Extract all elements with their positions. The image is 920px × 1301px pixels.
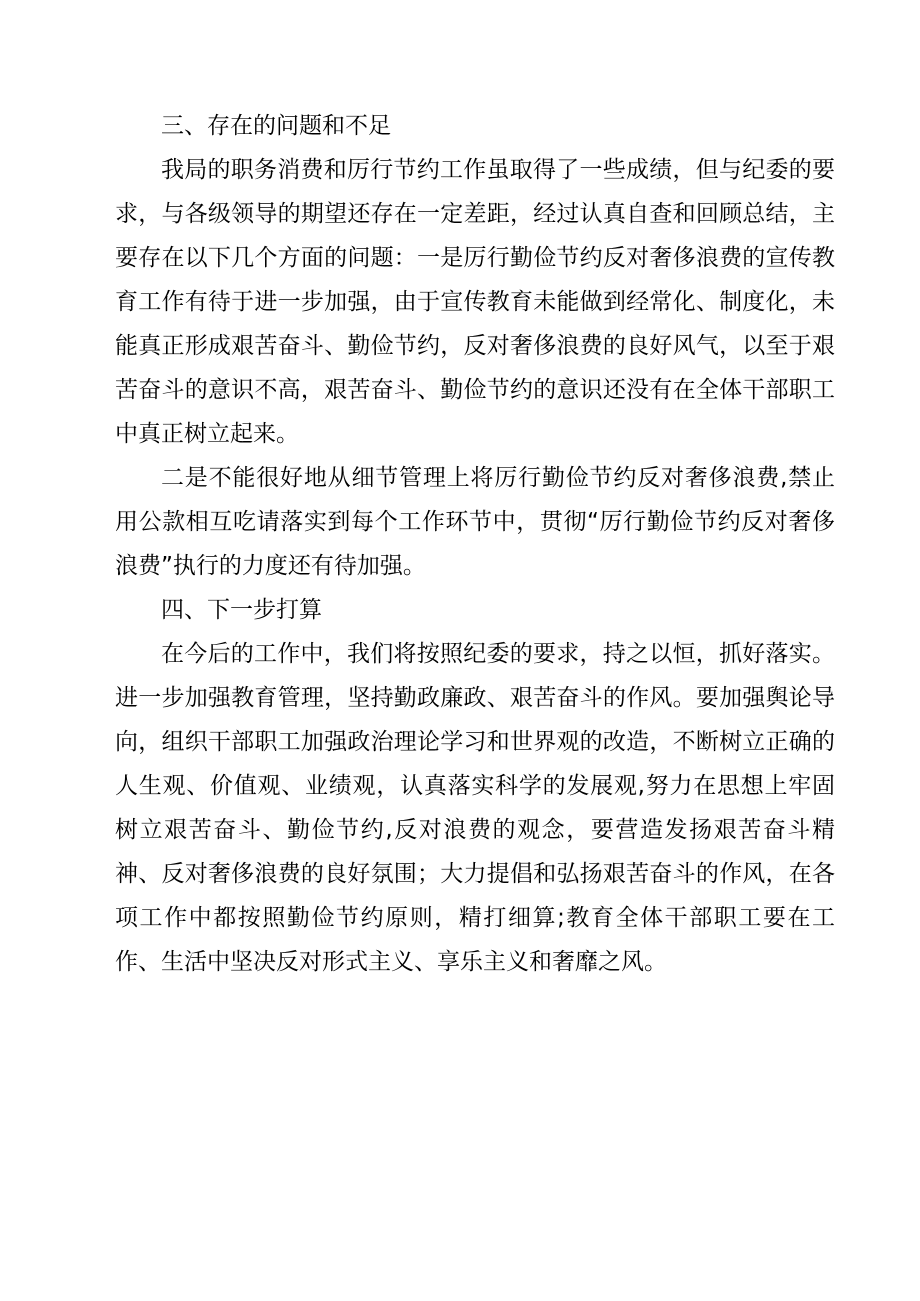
section-heading-next-steps: 四、下一步打算: [161, 597, 322, 623]
document-body: [115, 104, 835, 984]
paragraph-next-steps: 在今后的工作中，我们将按照纪委的要求，持之以恒，抓好落实。进一步加强教育管理，坚持勤政廉政、艰苦奋斗的作风。要加强舆论导向，组织干部职工加强政治理论学习和世界观的改造，不断树立正确的人生观、价值观、业绩观，认真落实科学的发展观,努力在思想上牢固树立艰苦奋斗、勤俭节约,反对浪费的观念，要营造发扬艰苦奋斗精神、反对奢侈浪费的良好氛围；大力提倡和弘扬艰苦奋斗的作风，在各项工作中都按照勤俭节约原则，精打细算;教育全体干部职工要在工作、生活中坚决反对形式主义、享乐主义和奢靡之风。: [115, 641, 835, 975]
paragraph-problems-2: 二是不能很好地从细节管理上将厉行勤俭节约反对奢侈浪费,禁止用公款相互吃请落实到每个工作环节中，贯彻“厉行勤俭节约反对奢侈浪费”执行的力度还有待加强。: [115, 465, 835, 579]
paragraph-problems-1: 我局的职务消费和厉行节约工作虽取得了一些成绩，但与纪委的要求，与各级领导的期望还存在一定差距，经过认真自查和回顾总结，主要存在以下几个方面的问题：一是厉行勤俭节约反对奢侈浪费的宣传教育工作有待于进一步加强，由于宣传教育未能做到经常化、制度化，未能真正形成艰苦奋斗、勤俭节约，反对奢侈浪费的良好风气，以至于艰苦奋斗的意识不高，艰苦奋斗、勤俭节约的意识还没有在全体干部职工中真正树立起来。: [115, 157, 835, 447]
section-heading-problems: 三、存在的问题和不足: [161, 113, 391, 139]
